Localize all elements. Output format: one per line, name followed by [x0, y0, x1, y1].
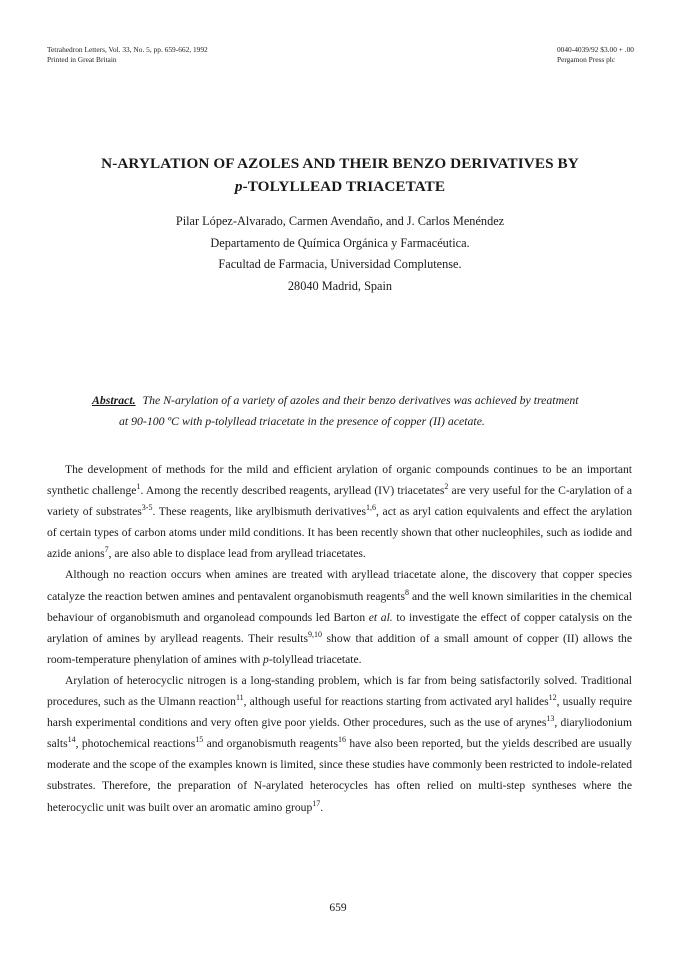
department: Departamento de Química Orgánica y Farmacéutica.: [210, 235, 470, 250]
reference-superscript: 1: [136, 482, 141, 492]
text: , diaryliodonium salts: [47, 716, 632, 751]
body-text: [47, 459, 632, 818]
reference-superscript: 17: [312, 798, 321, 808]
abstract-label: Abstract.: [92, 393, 136, 407]
title-line-2: [40, 175, 640, 198]
title-line-2-rest: -TOLYLLEAD TRIACETATE: [242, 178, 446, 195]
text: .: [320, 800, 324, 814]
text: Arylation of heterocyclic nitrogen is a long-standing problem, which is far from being satisfactorily solved. Traditional procedures, such as the Ulmann reaction: [47, 673, 632, 709]
text: show that addition of a small amount of copper (II) allows the room-temperature phenylation of amines with: [47, 631, 632, 666]
title-line-1: N-ARYLATION OF AZOLES AND THEIR BENZO DERIVATIVES BY: [101, 155, 579, 172]
text: and organobismuth reagents: [203, 737, 338, 751]
page-number: 659: [329, 902, 347, 914]
reference-superscript: 8: [404, 587, 409, 597]
text: . These reagents, like arylbismuth derivatives: [152, 505, 367, 519]
paragraph-2: [47, 564, 632, 669]
faculty: Facultad de Farmacia, Universidad Complutense.: [218, 257, 462, 271]
et-al: et al.: [368, 610, 393, 624]
reference-superscript: 9,10: [308, 629, 323, 639]
text: The development of methods for the mild and efficient arylation of organic compounds continues to be an important synthetic challenge: [47, 463, 632, 498]
reference-superscript: 11: [235, 693, 244, 703]
italic-p: p: [263, 652, 269, 666]
paragraph-3: [47, 670, 632, 818]
text: , although useful for reactions starting from activated aryl halides: [243, 695, 549, 709]
text: , are also able to displace lead from aryllead triacetates.: [108, 547, 366, 561]
reference-superscript: 16: [337, 735, 346, 745]
reference-superscript: 12: [548, 693, 557, 703]
paper-title: [40, 152, 640, 198]
journal-citation: [47, 45, 208, 65]
city: 28040 Madrid, Spain: [287, 278, 393, 293]
text: , act as aryl cation equivalents and effect the arylation of certain types of carbon atoms under mild conditions. It has been recently shown that other nucleophiles, such as iodide and azide anions: [47, 505, 633, 561]
reference-superscript: 3-5: [141, 503, 153, 513]
text: have also been reported, but the yields described are usually moderate and the scope of the examples known is limited, since these studies have commonly been restricted to indole-related substrates. Therefore, the preparation of N-arylated heterocycles has often relied on multi-step syntheses where the heterocyclic unit was built over an aromatic amino group: [47, 737, 632, 814]
abstract-line-2: at 90-100 ºC with p-tolyllead triacetate in the presence of copper (II) acetate.: [119, 414, 485, 428]
journal-citation-line: Tetrahedron Letters, Vol. 33, No. 5, pp. 659-662, 1992: [47, 45, 208, 54]
issn-price-line: 0040-4039/92 $3.00 + .00: [556, 45, 634, 54]
reference-superscript: 1,6: [366, 503, 377, 513]
reference-superscript: 2: [444, 482, 449, 492]
paragraph-1: [47, 459, 632, 564]
reference-superscript: 15: [195, 735, 204, 745]
publisher-line: Pergamon Press plc: [556, 55, 616, 64]
reference-superscript: 7: [104, 545, 109, 555]
text: to investigate the effect of copper catalysis on the arylation of amines by aryllead reagents. Their results: [47, 610, 632, 645]
abstract-line-1: The N-arylation of a variety of azoles and their benzo derivatives was achieved by treatment: [142, 393, 579, 407]
text: -tolyllead triacetate.: [268, 652, 362, 666]
author-names: Pilar López-Alvarado, Carmen Avendaño, and J. Carlos Menéndez: [175, 214, 505, 228]
printed-in-line: Printed in Great Britain: [47, 55, 117, 64]
title-italic-p: p: [234, 178, 243, 195]
text: . Among the recently described reagents, aryllead (IV) triacetates: [140, 484, 445, 498]
abstract: [92, 390, 612, 432]
text: are very useful for the C-arylation of a variety of substrates: [47, 484, 632, 519]
reference-superscript: 14: [67, 735, 76, 745]
text: and the well known similarities in the chemical behaviour of organobismuth and organolead compounds led Barton: [47, 589, 632, 624]
author-block: [40, 211, 640, 297]
reference-superscript: 13: [546, 714, 555, 724]
issn-price: [557, 45, 634, 65]
text: , photochemical reactions: [75, 737, 196, 751]
text: Although no reaction occurs when amines are treated with aryllead triacetate alone, the discovery that copper species catalyze the reaction betwen amines and pentavalent organobismuth reagents: [47, 568, 632, 603]
text: , usually require harsh experimental conditions and very often give poor yields. Other procedures, such as the use of arynes: [47, 695, 632, 730]
